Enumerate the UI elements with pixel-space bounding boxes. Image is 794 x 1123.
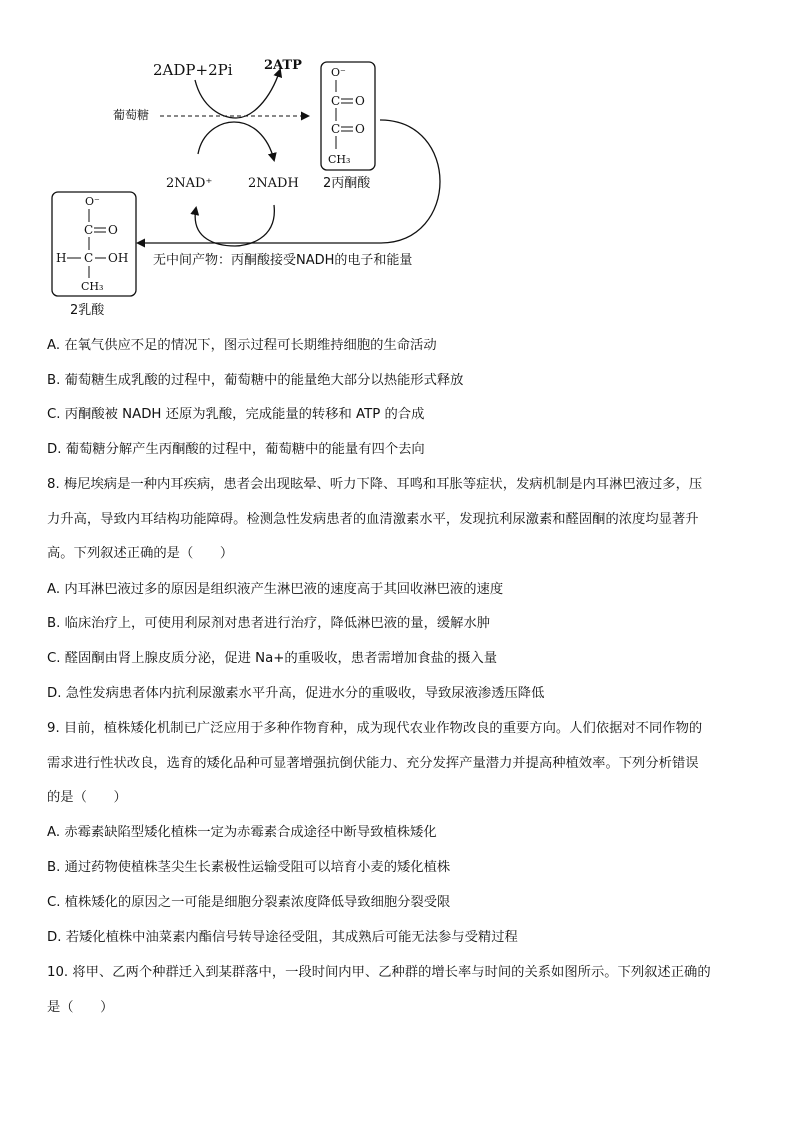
pyruvate-c2: C	[331, 122, 341, 136]
lactate-oh: OH	[108, 251, 129, 265]
glycolysis-diagram	[40, 48, 500, 323]
adp-label: 2ADP+2Pi	[153, 61, 233, 79]
nadh-label: 2NADH	[248, 176, 299, 191]
nadh-arrow	[234, 122, 274, 160]
q9-stem-line: 9. 目前，植株矮化机制已广泛应用于多种作物育种，成为现代农业作物改良的重要方向。人们依据对不同作物的	[47, 721, 703, 736]
q8-stem-line: 力升高，导致内耳结构功能障碍。检测急性发病患者的血清激素水平，发现抗利尿激素和醛固酮的浓度均显著升	[47, 511, 699, 527]
lactate-name: 2乳酸	[70, 303, 105, 318]
pyruvate-o2: O	[355, 122, 365, 136]
lactate-c2: C	[84, 251, 94, 265]
q8-stem-line: 8. 梅尼埃病是一种内耳疾病，患者会出现眩晕、听力下降、耳鸣和耳胀等症状，发病机制是内耳淋巴液过多，压	[47, 477, 703, 492]
q9-stem-line: 需求进行性状改良，选育的矮化品种可显著增强抗倒伏能力、充分发挥产量潜力并提高种植效率。下列分析错误	[47, 755, 699, 771]
pyruvate-c1: C	[331, 94, 341, 108]
mechanism-note: 无中间产物：丙酮酸接受NADH的电子和能量	[153, 253, 413, 268]
q8-stem	[47, 475, 747, 579]
q9-option-d: D. 若矮化植株中油菜素内酯信号转导途径受阻，其成熟后可能无法参与受精过程	[47, 930, 518, 945]
q10-stem	[47, 963, 747, 1032]
pyruvate-name: 2丙酮酸	[323, 176, 371, 191]
pyruvate-ch3: CH₃	[328, 153, 351, 166]
lactate-o-minus: O⁻	[85, 195, 100, 208]
q9-stem-line: 的是（ ）	[47, 790, 127, 805]
q10-stem-line: 10. 将甲、乙两个种群迁入到某群落中，一段时间内甲、乙种群的增长率与时间的关系如图所示。下列叙述正确的	[47, 965, 711, 980]
nadh-recycle-arrow	[195, 205, 274, 246]
q10-stem-line: 是（ ）	[47, 999, 114, 1015]
q7-option-a: A. 在氧气供应不足的情况下，图示过程可长期维持细胞的生命活动	[47, 338, 437, 353]
anaerobic-respiration-diagram	[40, 48, 500, 323]
q7-option-d: D. 葡萄糖分解产生丙酮酸的过程中，葡萄糖中的能量有四个去向	[47, 442, 425, 457]
lactate-c1: C	[84, 223, 94, 237]
q9-option-c: C. 植株矮化的原因之一可能是细胞分裂素浓度降低导致细胞分裂受限	[47, 895, 451, 910]
lactate-h: H	[56, 251, 67, 265]
q9-stem	[47, 719, 747, 823]
q8-option-c: C. 醛固酮由肾上腺皮质分泌，促进 Na+的重吸收，患者需增加食盐的摄入量	[47, 651, 498, 666]
nad-arc	[198, 122, 234, 154]
q8-option-d: D. 急性发病患者体内抗利尿激素水平升高，促进水分的重吸收，导致尿液渗透压降低	[47, 686, 545, 701]
nad-label: 2NAD⁺	[166, 176, 213, 191]
atp-label: 2ATP	[264, 58, 302, 73]
pyruvate-o-minus: O⁻	[331, 66, 346, 79]
atp-arrow	[236, 70, 280, 118]
q7-option-b: B. 葡萄糖生成乳酸的过程中，葡萄糖中的能量绝大部分以热能形式释放	[47, 373, 464, 388]
q8-stem-line: 高。下列叙述正确的是（ ）	[47, 546, 234, 561]
q7-option-c: C. 丙酮酸被 NADH 还原为乳酸，完成能量的转移和 ATP 的合成	[47, 407, 425, 422]
adp-arc	[195, 80, 236, 118]
glucose-label: 葡萄糖	[113, 108, 150, 122]
lactate-ch3: CH₃	[81, 280, 104, 293]
q9-option-a: A. 赤霉素缺陷型矮化植株一定为赤霉素合成途径中断导致植株矮化	[47, 825, 437, 840]
lactate-o1: O	[108, 223, 118, 237]
q9-option-b: B. 通过药物使植株茎尖生长素极性运输受阻可以培育小麦的矮化植株	[47, 860, 451, 875]
pyruvate-o1: O	[355, 94, 365, 108]
q8-option-a: A. 内耳淋巴液过多的原因是组织液产生淋巴液的速度高于其回收淋巴液的速度	[47, 582, 504, 597]
q8-option-b: B. 临床治疗上，可使用利尿剂对患者进行治疗，降低淋巴液的量，缓解水肿	[47, 616, 491, 631]
